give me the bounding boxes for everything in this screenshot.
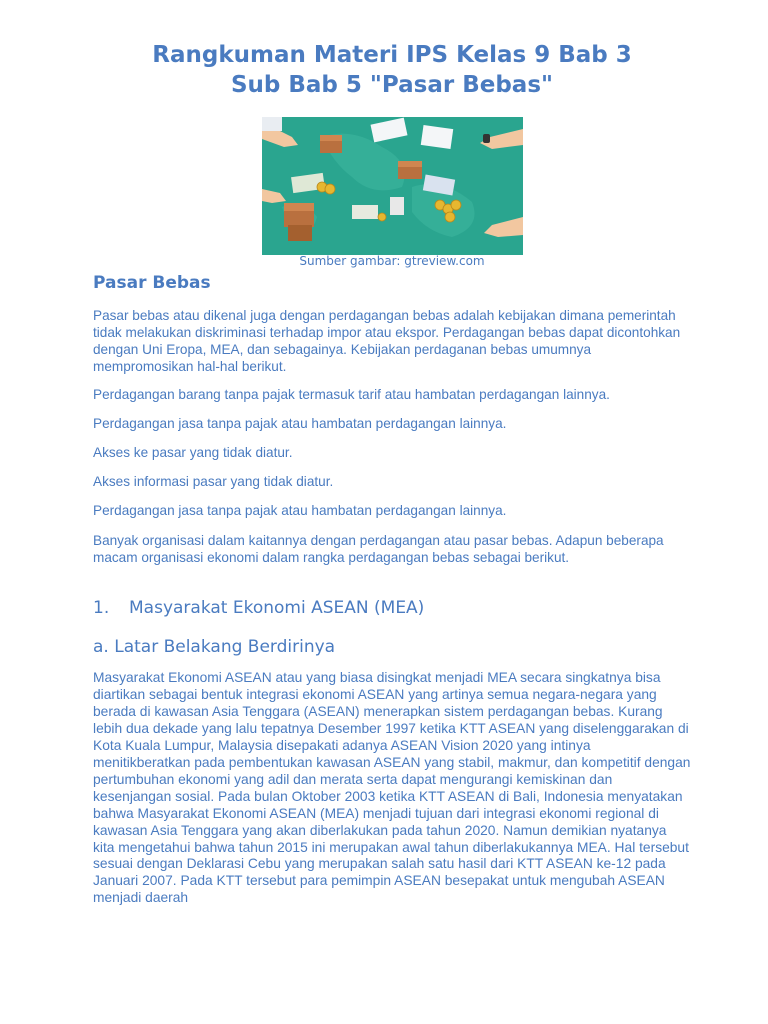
paragraph-item-3: Akses ke pasar yang tidak diatur. <box>93 445 293 460</box>
numbered-heading <box>93 597 424 619</box>
section-heading: Pasar Bebas <box>93 273 211 293</box>
paragraph-organizations: Banyak organisasi dalam kaitannya dengan perdagangan atau pasar bebas. Adapun beberapa macam organisasi ekonomi dalam rangka perdagangan bebas sebagai berikut. <box>93 533 664 565</box>
title-line-2: Sub Bab 5 "Pasar Bebas" <box>230 72 554 98</box>
body-paragraph: Masyarakat Ekonomi ASEAN atau yang biasa disingkat menjadi MEA secara singkatnya bisa diartikan sebagai bentuk integrasi ekonomi ASEAN yang artinya semua negara-negara yang berada di kawasan Asia Tenggara (ASEAN) menerapkan sistem perdagangan bebas. Kurang lebih dua dekade yang lalu tepatnya Desember 1997 ketika KTT ASEAN yang diselenggarakan di Kota Kuala Lumpur, Malaysia disepakati adanya ASEAN Vision 2020 yang intinya menitikberatkan pada pembentukan kawasan ASEAN yang stabil, makmur, dan kompetitif dengan pertumbuhan ekonomi yang adil dan merata serta dapat mengurangi kemiskinan dan kesenjangan sosial. Pada bulan Oktober 2003 ketika KTT ASEAN di Bali, Indonesia menyatakan bahwa Masyarakat Ekonomi ASEAN (MEA) menjadi tujuan dari integrasi ekonomi regional di kawasan Asia Tenggara yang akan diberlakukan pada tahun 2020. Namun demikian nyatanya kita mengetahui bahwa tahun 2015 ini merupakan awal tahun diberlakukannya MEA. Hal tersebut sesuai dengan Deklarasi Cebu yang merupakan salah satu hasil dari KTT ASEAN ke-12 pada Januari 2007. Pada KTT tersebut para pemimpin ASEAN besepakat untuk mengubah ASEAN menjadi daerah <box>93 670 691 906</box>
paragraph-item-5: Perdagangan jasa tanpa pajak atau hambatan perdagangan lainnya. <box>93 503 507 518</box>
hands-trading-illustration <box>262 117 523 255</box>
paragraph-item-1: Perdagangan barang tanpa pajak termasuk tarif atau hambatan perdagangan lainnya. <box>93 387 610 402</box>
numbered-heading-number: 1. <box>93 598 110 618</box>
paragraph-item-2: Perdagangan jasa tanpa pajak atau hambatan perdagangan lainnya. <box>93 416 507 431</box>
figure-caption: Sumber gambar: gtreview.com <box>299 254 485 268</box>
document-title <box>60 40 724 100</box>
title-line-1: Rangkuman Materi IPS Kelas 9 Bab 3 <box>152 42 632 68</box>
paragraph-item-4: Akses informasi pasar yang tidak diatur. <box>93 474 334 489</box>
subheading: a. Latar Belakang Berdirinya <box>93 637 336 657</box>
trade-illustration-image <box>262 117 523 255</box>
paragraph-intro: Pasar bebas atau dikenal juga dengan perdagangan bebas adalah kebijakan dimana pemerintah tidak melakukan diskriminasi terhadap impor atau ekspor. Perdagangan bebas dapat dicontohkan dengan Uni Eropa, MEA, dan sebagainya. Kebijakan perdaganan bebas umumnya mempromosikan hal-hal berikut. <box>93 308 681 374</box>
numbered-heading-text: Masyarakat Ekonomi ASEAN (MEA) <box>129 598 425 618</box>
